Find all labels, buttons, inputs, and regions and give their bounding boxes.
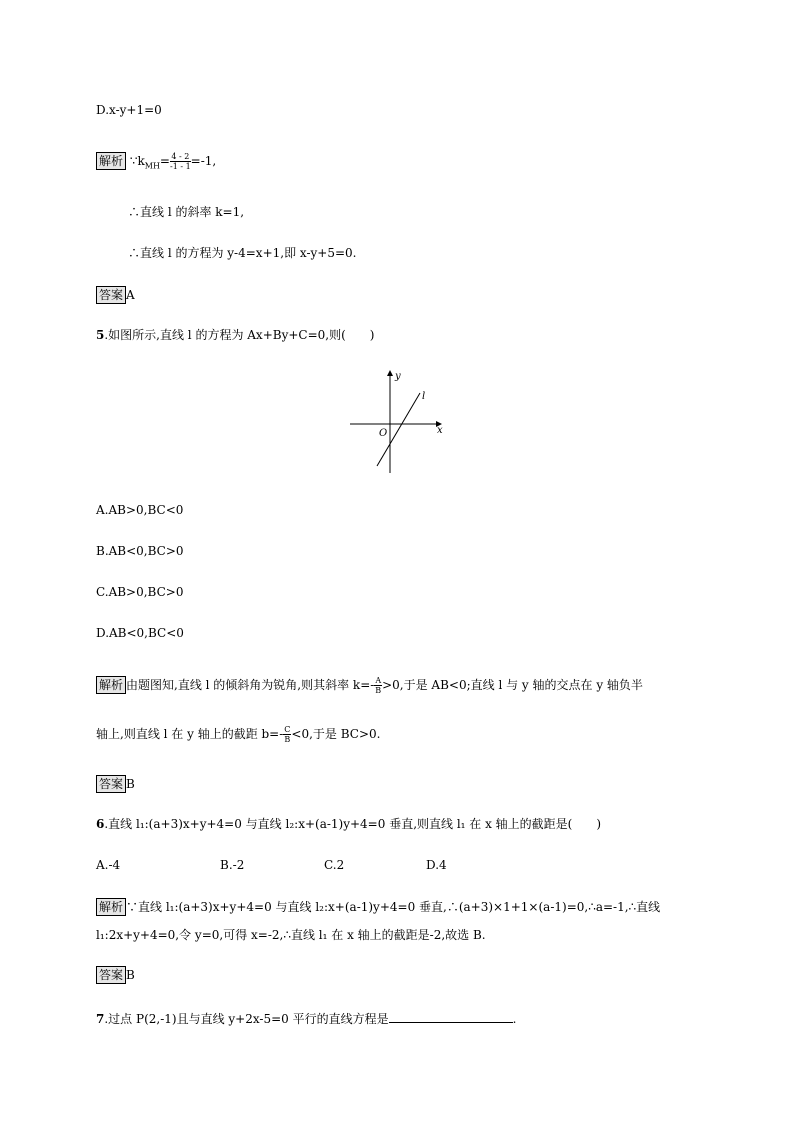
q4-answer-value: A [126,288,135,302]
q7-stem: 7.过点 P(2,-1)且与直线 y+2x-5=0 平行的直线方程是 . [96,1012,517,1026]
q5-answer-value: B [126,777,135,791]
q4-answer [96,286,135,304]
q6-answer [96,966,135,984]
q4-slope-fraction: $\frac{4 - 2}{-1 - 1}$ [169,152,191,171]
q6-stem [96,816,601,832]
q4-solution-step2: ∴直线 l 的斜率 k=1, [128,205,245,219]
q4-slope-result: =-1, [190,154,217,168]
q5-option-b: B.AB<0,BC>0 [96,544,184,558]
y-axis-label: y [395,371,401,382]
q6-answer-value: B [126,968,135,982]
q6-option-d: D.4 [426,858,447,872]
x-axis-label: x [437,425,443,436]
solution-tag: 解析 [96,676,126,694]
q6-solution-line1: 解析 ∵直线 l₁:(a+3)x+y+4=0 与直线 l₂:x+(a-1)y+4=0 垂直,∴(a+3)×1+1×(a-1)=0,∴a=-1,∴直线 [96,898,660,916]
line-l-label: l [422,391,426,402]
q4-solution-step3: ∴直线 l 的方程为 y-4=x+1,即 x-y+5=0. [128,246,357,260]
q5-stem [96,327,374,343]
q6-options [96,857,447,873]
answer-tag: 答案 [96,286,126,304]
q4-slope-symbol: ∵k [129,154,145,168]
q5-answer [96,775,135,793]
q5-fraction-c-over-b: $\frac{C}{B}$ [284,725,291,744]
q5-fraction-a-over-b: $\frac{A}{B}$ [375,676,382,695]
q4-slope-subscript: MH [144,161,160,171]
q6-option-c: C.2 [324,858,345,872]
q6-number: 6 [96,817,105,831]
answer-tag: 答案 [96,966,126,984]
q6-option-b: B.-2 [220,858,245,872]
answer-tag: 答案 [96,775,126,793]
solution-tag: 解析 [96,152,126,170]
solution-tag: 解析 [96,898,126,916]
q5-solution-line2: 轴上,则直线 l 在 y 轴上的截距 b=- $\frac{C}{B}$ <0,于是 BC>0. [96,725,381,744]
q7-answer-blank[interactable] [389,1010,513,1023]
q4-option-d: D.x-y+1=0 [96,103,162,117]
q4-solution-line1: 解析 $\because k_{MH}=$ $\frac{4 - 2}{-1 - 1}$ =-1, [96,152,216,174]
q7-number: 7 [96,1012,105,1026]
q5-option-d: D.AB<0,BC<0 [96,626,184,640]
q6-stem-text: .直线 l₁:(a+3)x+y+4=0 与直线 l₂:x+(a-1)y+4=0 垂直,则直线 l₁ 在 x 轴上的截距是( ) [104,817,602,831]
q5-option-a: A.AB>0,BC<0 [96,503,184,517]
origin-label: O [379,428,388,439]
q6-solution-line2: l₁:2x+y+4=0,令 y=0,可得 x=-2,∴直线 l₁ 在 x 轴上的截距是-2,故选 B. [96,928,486,942]
q5-number: 5 [96,328,105,342]
q7-stem-text: .过点 P(2,-1)且与直线 y+2x-5=0 平行的直线方程是 [104,1012,389,1026]
q5-solution-line1: 解析 由题图知,直线 l 的倾斜角为锐角,则其斜率 k=- $\frac{A}{B}$ >0,于是 AB<0;直线 l 与 y 轴的交点在 y 轴负半 [96,676,643,695]
q6-option-a: A.-4 [96,858,121,872]
q5-stem-text: .如图所示,直线 l 的方程为 Ax+By+C=0,则( ) [104,328,375,342]
q5-option-c: C.AB>0,BC>0 [96,585,184,599]
q5-coordinate-figure [345,365,450,475]
